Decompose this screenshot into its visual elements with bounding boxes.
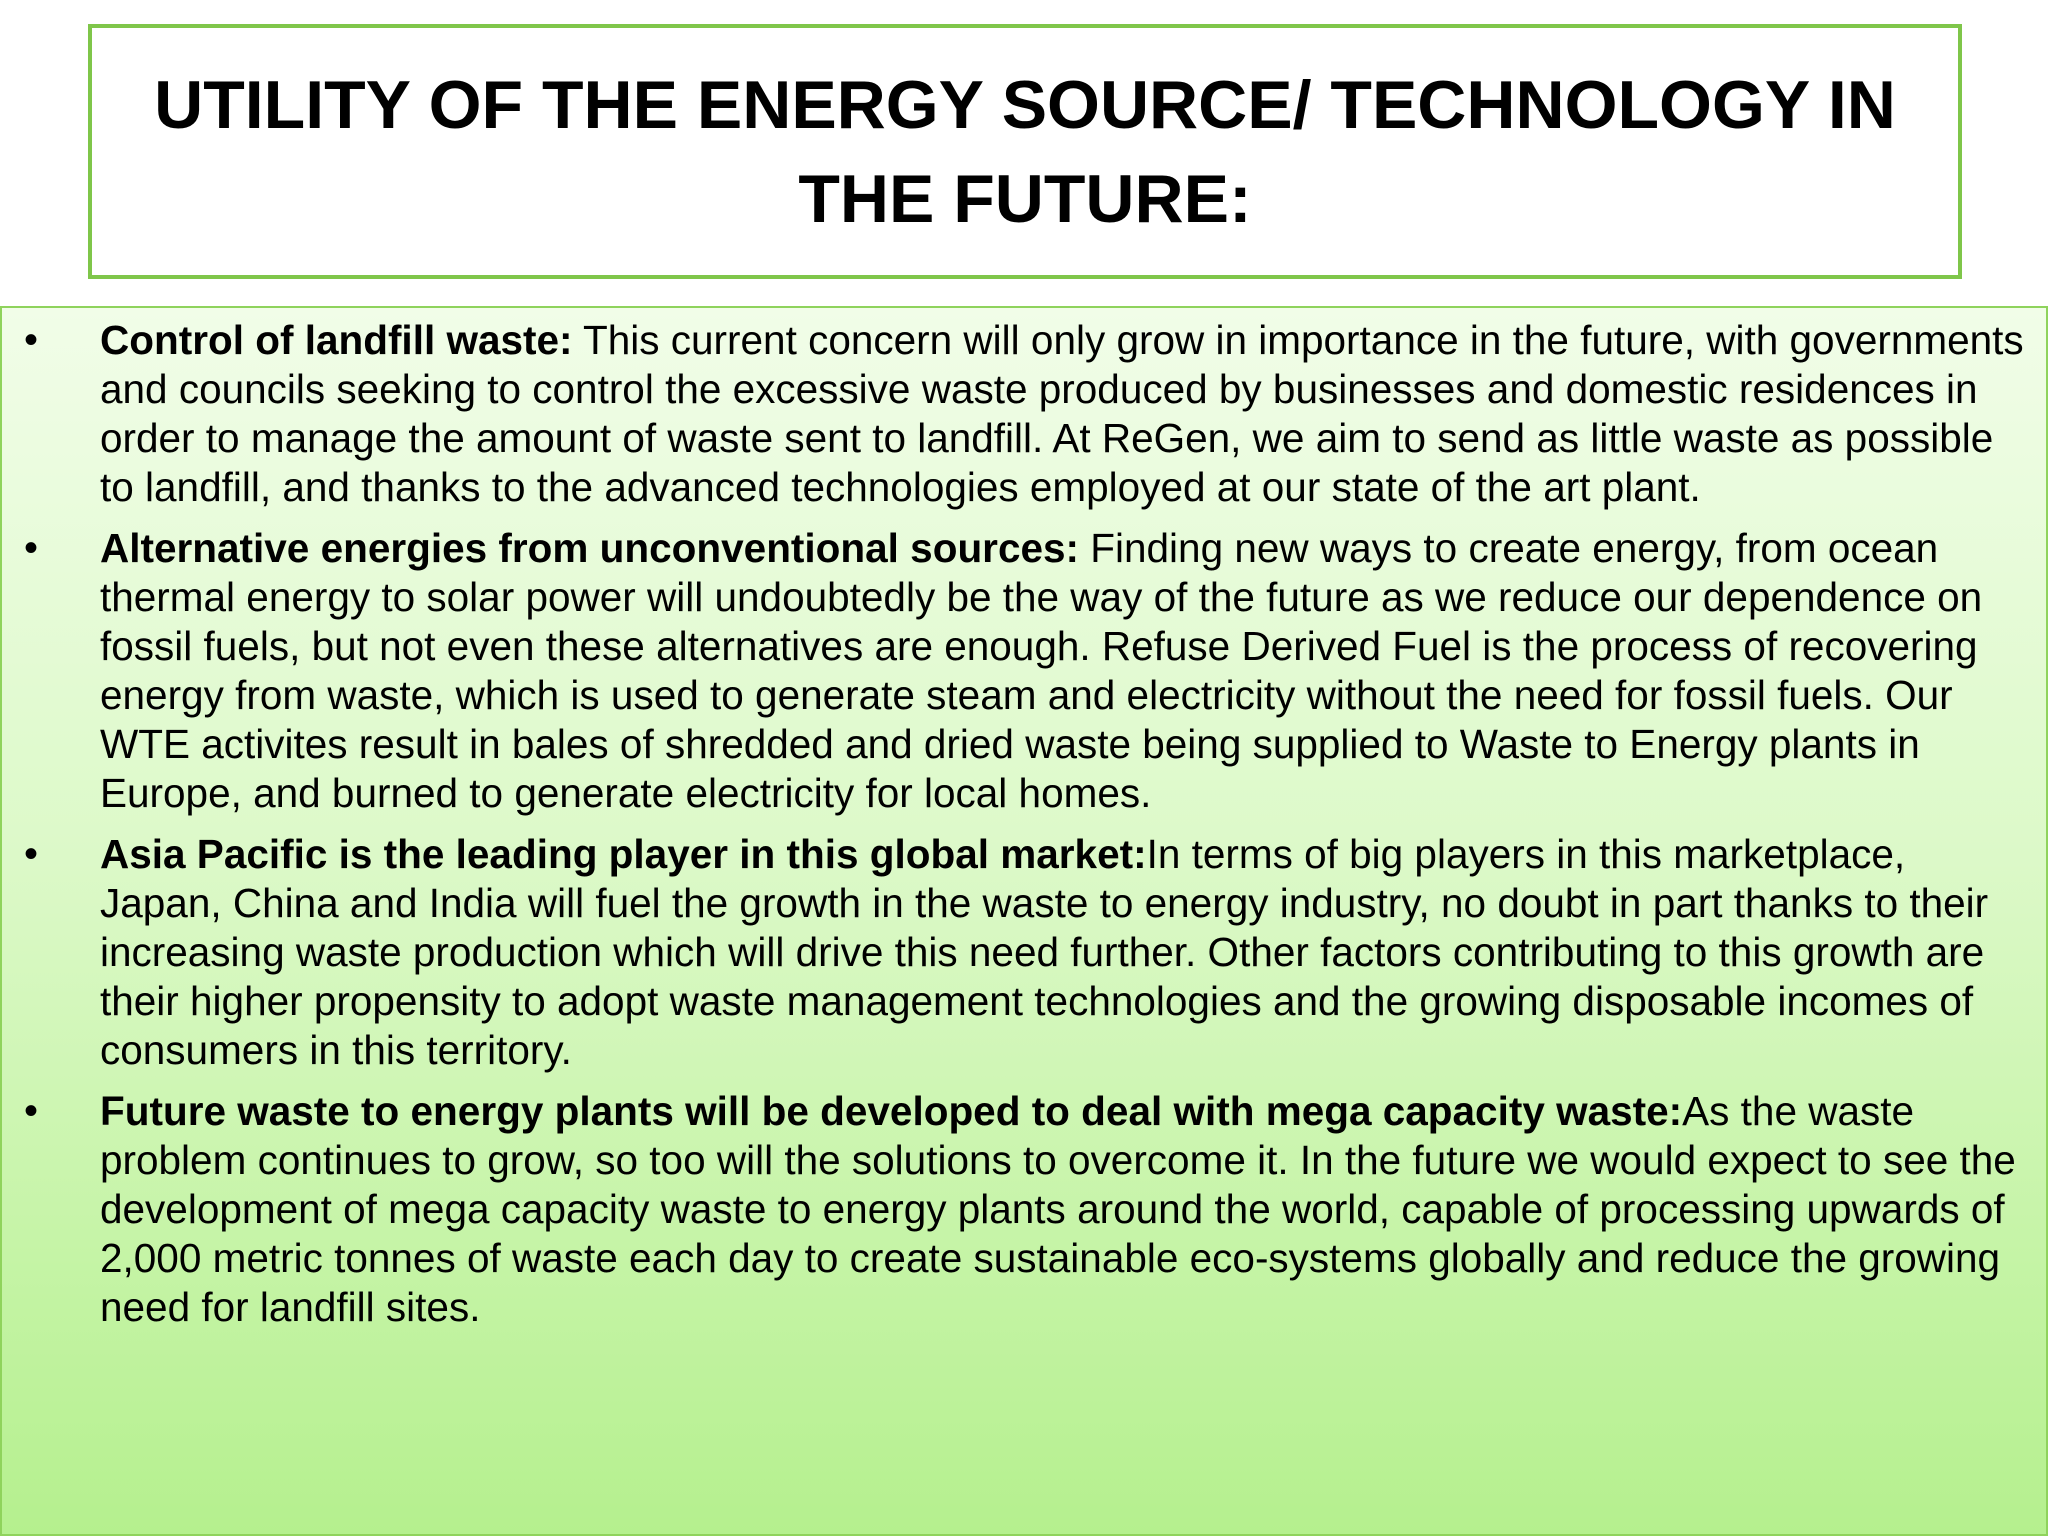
bullet-glyph: •: [24, 526, 39, 570]
bullet-item-landfill-waste: [2, 316, 2048, 512]
bullet-lead: Asia Pacific is the leading player in this global market:: [100, 831, 1147, 877]
slide-title: UTILITY OF THE ENERGY SOURCE/ TECHNOLOGY IN THE FUTURE:: [154, 66, 1896, 237]
bullet-text: In terms of big players in this marketplace, Japan, China and India will fuel the growth in the waste to energy industry, no doubt in part thanks to their increasing waste production which will drive this need further. Other factors contributing to this growth are their higher propensity to adopt waste management technologies and the growing disposable incomes of consumers in this territory.: [100, 831, 1989, 1073]
bullet-list: [2, 316, 2048, 1344]
bullet-text: As the waste problem continues to grow, so too will the solutions to overcome it. In the future we would expect to see the development of mega capacity waste to energy plants around the world, capable of processing upwards of 2,000 metric tonnes of waste each day to create sustainable eco-systems globally and reduce the growing need for landfill sites.: [100, 1088, 2016, 1330]
bullet-lead: Alternative energies from unconventional sources:: [100, 525, 1080, 571]
bullet-glyph: •: [24, 832, 39, 876]
bullet-lead: Control of landfill waste:: [100, 317, 573, 363]
bullet-text: Finding new ways to create energy, from ocean thermal energy to solar power will undoubtedly be the way of the future as we reduce our dependence on fossil fuels, but not even these alternatives are enough. Refuse Derived Fuel is the process of recovering energy from waste, which is used to generate steam and electricity without the need for fossil fuels. Our WTE activites result in bales of shredded and dried waste being supplied to Waste to Energy plants in Europe, and burned to generate electricity for local homes.: [100, 525, 1983, 816]
title-box: [88, 24, 1962, 279]
bullet-item-alternative-energies: [2, 524, 2048, 818]
content-box: [0, 306, 2048, 1536]
bullet-glyph: •: [24, 1089, 39, 1133]
bullet-item-future-plants: [2, 1087, 2048, 1332]
bullet-text: This current concern will only grow in importance in the future, with governments and councils seeking to control the excessive waste produced by businesses and domestic residences in order to manage the amount of waste sent to landfill. At ReGen, we aim to send as little waste as possible to landfill, and thanks to the advanced technologies employed at our state of the art plant.: [100, 317, 2024, 510]
bullet-lead: Future waste to energy plants will be developed to deal with mega capacity waste:: [100, 1088, 1683, 1134]
bullet-item-asia-pacific: [2, 830, 2048, 1075]
bullet-glyph: •: [24, 318, 39, 362]
